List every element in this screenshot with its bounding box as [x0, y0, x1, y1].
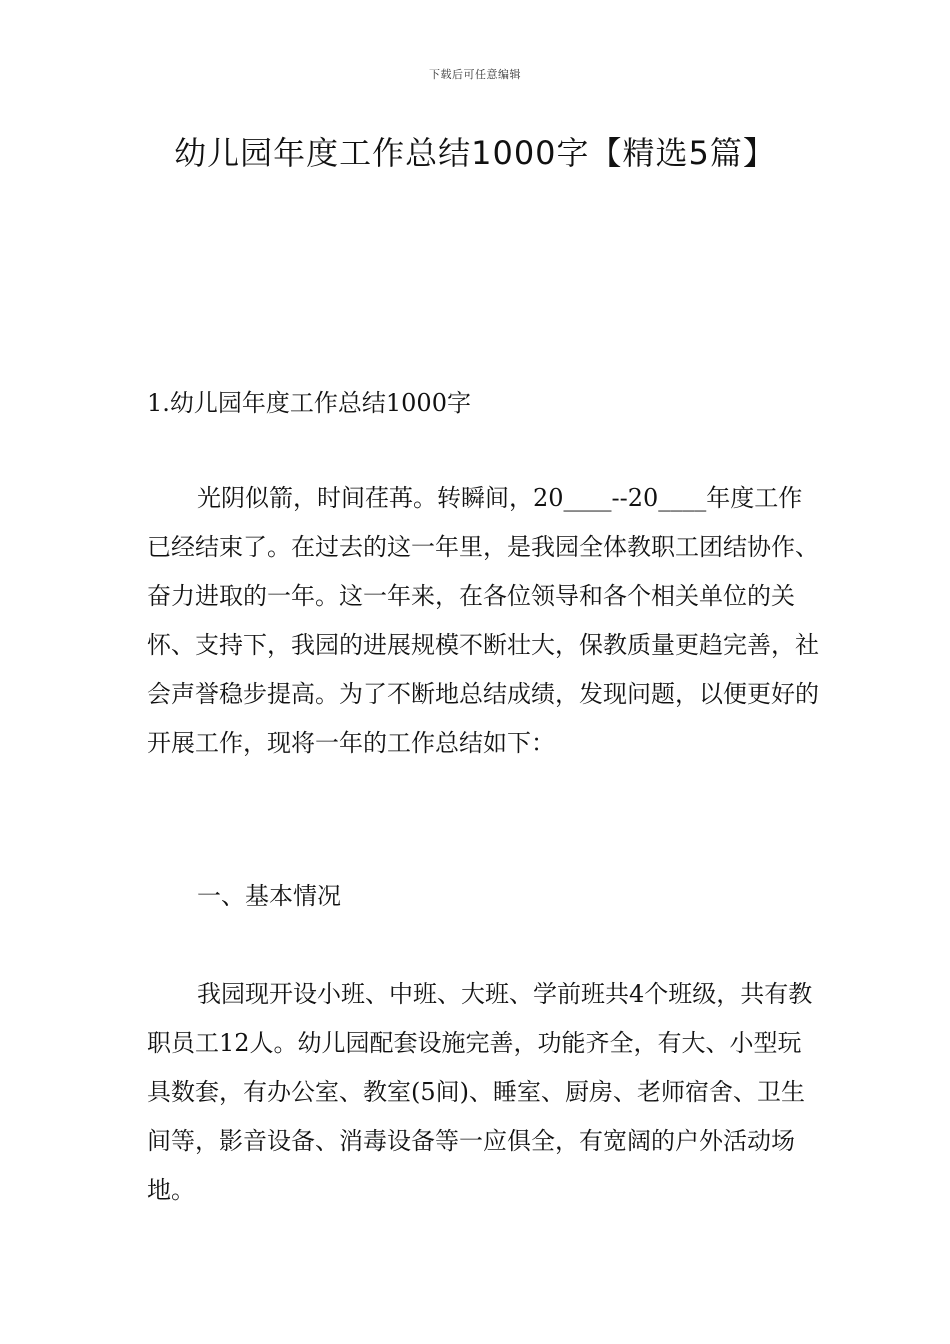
basic-info-paragraph: 我园现开设小班、中班、大班、学前班共4个班级，共有教职员工12人。幼儿园配套设施完善，功能齐全，有大、小型玩具数套，有办公室、教室(5间)、睡室、厨房、老师宿舍、卫生间等，影音设备、消毒设备等一应俱全，有宽阔的户外活动场地。: [147, 980, 813, 1204]
subsection-heading: 一、基本情况: [197, 882, 341, 910]
header-note: 下载后可任意编辑: [429, 68, 521, 81]
intro-paragraph: 光阴似箭，时间荏苒。转瞬间，20____--20____年度工作已经结束了。在过去的这一年里，是我园全体教职工团结协作、奋力进取的一年。这一年来，在各位领导和各个相关单位的关怀、支持下，我园的进展规模不断壮大，保教质量更趋完善，社会声誉稳步提高。为了不断地总结成绩，发现问题，以便更好的开展工作，现将一年的工作总结如下：: [147, 484, 819, 757]
document-title: 幼儿园年度工作总结1000字【精选5篇】: [174, 134, 776, 172]
section-heading: 1.幼儿园年度工作总结1000字: [147, 389, 471, 417]
